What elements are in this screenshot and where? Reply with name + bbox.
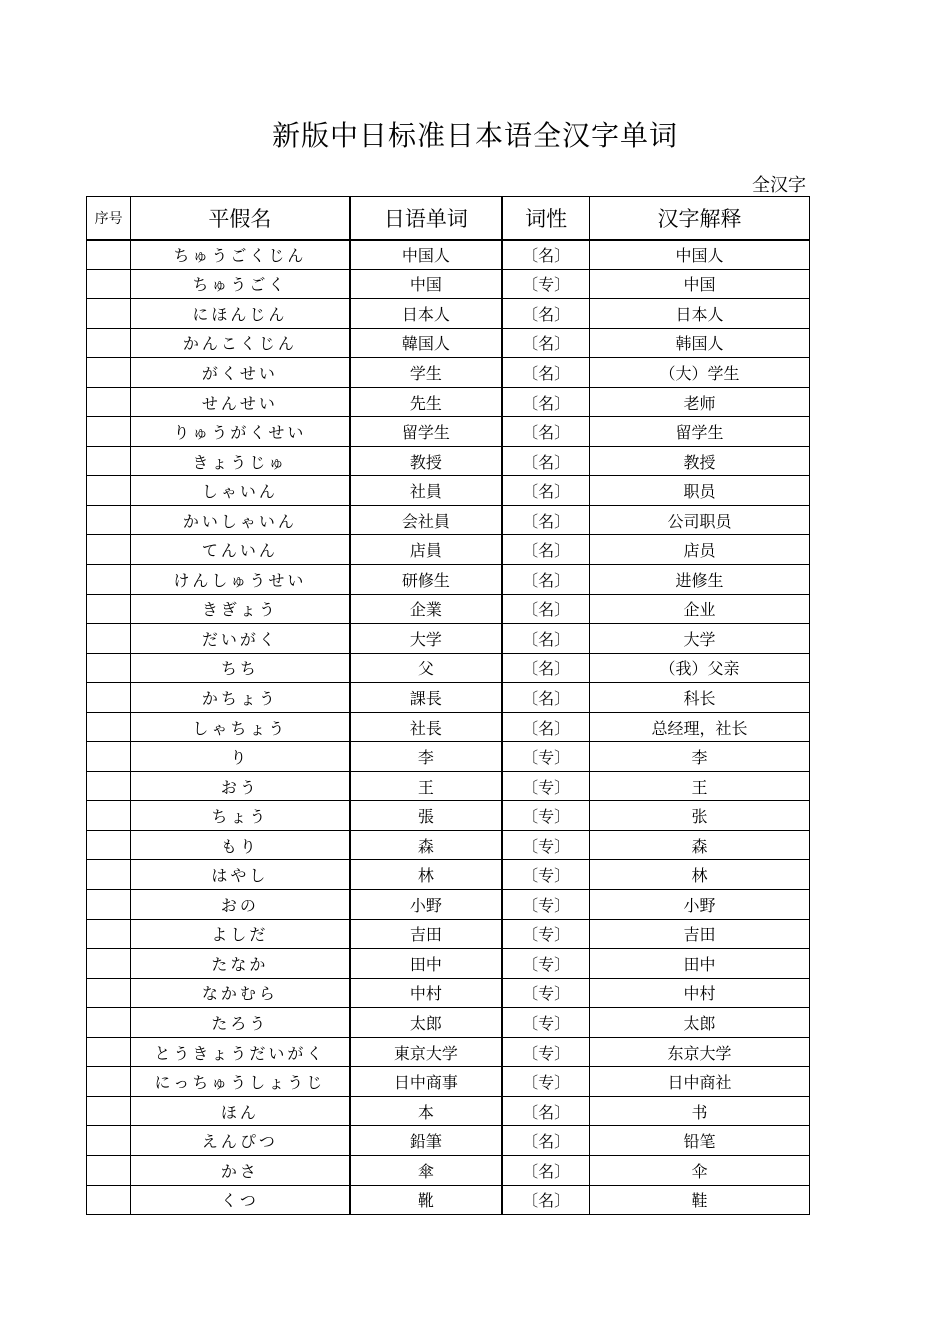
cell-word: 鉛筆 xyxy=(350,1126,503,1156)
cell-kana: くつ xyxy=(131,1185,350,1215)
cell-kana: きょうじゅ xyxy=(131,446,350,476)
cell-chinese: 小野 xyxy=(590,890,810,920)
cell-seq xyxy=(87,830,131,860)
cell-word: 太郎 xyxy=(350,1008,503,1038)
cell-pos: 〔名〕 xyxy=(502,358,589,388)
cell-kana: ちょう xyxy=(131,801,350,831)
cell-seq xyxy=(87,476,131,506)
cell-word: 企業 xyxy=(350,594,503,624)
cell-seq xyxy=(87,1067,131,1097)
cell-seq xyxy=(87,1037,131,1067)
table-row xyxy=(87,240,810,270)
cell-pos: 〔名〕 xyxy=(502,624,589,654)
cell-seq xyxy=(87,1155,131,1185)
table-row xyxy=(87,890,810,920)
cell-pos: 〔专〕 xyxy=(502,919,589,949)
cell-kana: りゅうがくせい xyxy=(131,417,350,447)
cell-word: 張 xyxy=(350,801,503,831)
cell-pos: 〔名〕 xyxy=(502,565,589,595)
table-row xyxy=(87,742,810,772)
cell-kana: かちょう xyxy=(131,683,350,713)
vocabulary-table-body xyxy=(87,240,810,1215)
cell-chinese: 吉田 xyxy=(590,919,810,949)
cell-kana: きぎょう xyxy=(131,594,350,624)
cell-seq xyxy=(87,328,131,358)
cell-word: 課長 xyxy=(350,683,503,713)
cell-kana: たなか xyxy=(131,949,350,979)
cell-word: 日中商事 xyxy=(350,1067,503,1097)
cell-word: 会社員 xyxy=(350,505,503,535)
table-row xyxy=(87,1185,810,1215)
cell-word: 靴 xyxy=(350,1185,503,1215)
cell-seq xyxy=(87,653,131,683)
cell-word: 田中 xyxy=(350,949,503,979)
cell-kana: えんぴつ xyxy=(131,1126,350,1156)
cell-pos: 〔名〕 xyxy=(502,712,589,742)
cell-kana: にほんじん xyxy=(131,299,350,329)
cell-seq xyxy=(87,387,131,417)
header-kana: 平假名 xyxy=(131,197,350,240)
page-title: 新版中日标准日本语全汉字单词 xyxy=(271,119,678,152)
table-row xyxy=(87,978,810,1008)
cell-word: 東京大学 xyxy=(350,1037,503,1067)
cell-kana: がくせい xyxy=(131,358,350,388)
cell-kana: なかむら xyxy=(131,978,350,1008)
cell-kana: はやし xyxy=(131,860,350,890)
table-row xyxy=(87,624,810,654)
cell-kana: ちゅうごくじん xyxy=(131,240,350,270)
table-row xyxy=(87,535,810,565)
cell-pos: 〔名〕 xyxy=(502,328,589,358)
cell-chinese: 大学 xyxy=(590,624,810,654)
cell-word: 中国 xyxy=(350,269,503,299)
cell-seq xyxy=(87,919,131,949)
table-row xyxy=(87,712,810,742)
cell-pos: 〔专〕 xyxy=(502,269,589,299)
cell-chinese: 中村 xyxy=(590,978,810,1008)
cell-chinese: 王 xyxy=(590,771,810,801)
cell-kana: おの xyxy=(131,890,350,920)
cell-pos: 〔名〕 xyxy=(502,476,589,506)
cell-chinese: 张 xyxy=(590,801,810,831)
table-header-row xyxy=(87,197,810,240)
cell-seq xyxy=(87,890,131,920)
table-row xyxy=(87,949,810,979)
cell-chinese: 进修生 xyxy=(590,565,810,595)
cell-pos: 〔名〕 xyxy=(502,505,589,535)
cell-pos: 〔专〕 xyxy=(502,1067,589,1097)
cell-kana: おう xyxy=(131,771,350,801)
table-row xyxy=(87,1126,810,1156)
cell-chinese: 中国人 xyxy=(590,240,810,270)
cell-pos: 〔名〕 xyxy=(502,594,589,624)
cell-word: 先生 xyxy=(350,387,503,417)
cell-word: 店員 xyxy=(350,535,503,565)
cell-chinese: 东京大学 xyxy=(590,1037,810,1067)
header-pos: 词性 xyxy=(502,197,589,240)
cell-pos: 〔专〕 xyxy=(502,890,589,920)
cell-seq xyxy=(87,446,131,476)
cell-word: 吉田 xyxy=(350,919,503,949)
cell-kana: しゃちょう xyxy=(131,712,350,742)
table-row xyxy=(87,860,810,890)
cell-kana: り xyxy=(131,742,350,772)
table-row xyxy=(87,1096,810,1126)
cell-chinese: 田中 xyxy=(590,949,810,979)
cell-chinese: 教授 xyxy=(590,446,810,476)
cell-word: 韓国人 xyxy=(350,328,503,358)
cell-kana: だいがく xyxy=(131,624,350,654)
cell-word: 研修生 xyxy=(350,565,503,595)
cell-pos: 〔名〕 xyxy=(502,1185,589,1215)
cell-seq xyxy=(87,505,131,535)
cell-kana: ほん xyxy=(131,1096,350,1126)
cell-pos: 〔名〕 xyxy=(502,446,589,476)
table-row xyxy=(87,565,810,595)
cell-pos: 〔名〕 xyxy=(502,1096,589,1126)
cell-word: 本 xyxy=(350,1096,503,1126)
cell-pos: 〔专〕 xyxy=(502,1008,589,1038)
cell-seq xyxy=(87,860,131,890)
cell-word: 留学生 xyxy=(350,417,503,447)
cell-kana: もり xyxy=(131,830,350,860)
cell-word: 中国人 xyxy=(350,240,503,270)
cell-word: 傘 xyxy=(350,1155,503,1185)
header-seq: 序号 xyxy=(87,197,131,240)
cell-kana: たろう xyxy=(131,1008,350,1038)
cell-chinese: 铅笔 xyxy=(590,1126,810,1156)
cell-chinese: 日中商社 xyxy=(590,1067,810,1097)
cell-pos: 〔专〕 xyxy=(502,830,589,860)
cell-kana: ちゅうごく xyxy=(131,269,350,299)
cell-chinese: 科长 xyxy=(590,683,810,713)
table-row xyxy=(87,328,810,358)
cell-kana: てんいん xyxy=(131,535,350,565)
table-row xyxy=(87,771,810,801)
cell-chinese: 韩国人 xyxy=(590,328,810,358)
cell-seq xyxy=(87,949,131,979)
cell-seq xyxy=(87,683,131,713)
cell-pos: 〔名〕 xyxy=(502,535,589,565)
cell-chinese: 林 xyxy=(590,860,810,890)
cell-word: 王 xyxy=(350,771,503,801)
cell-word: 中村 xyxy=(350,978,503,1008)
cell-kana: かんこくじん xyxy=(131,328,350,358)
table-row xyxy=(87,269,810,299)
cell-seq xyxy=(87,712,131,742)
cell-pos: 〔专〕 xyxy=(502,1037,589,1067)
cell-pos: 〔名〕 xyxy=(502,1155,589,1185)
cell-seq xyxy=(87,594,131,624)
cell-pos: 〔名〕 xyxy=(502,240,589,270)
cell-chinese: 总经理，社长 xyxy=(590,712,810,742)
cell-chinese: 老师 xyxy=(590,387,810,417)
cell-kana: にっちゅうしょうじ xyxy=(131,1067,350,1097)
table-row xyxy=(87,299,810,329)
cell-pos: 〔专〕 xyxy=(502,949,589,979)
table-row xyxy=(87,505,810,535)
cell-chinese: （我）父亲 xyxy=(590,653,810,683)
cell-chinese: 店员 xyxy=(590,535,810,565)
cell-pos: 〔专〕 xyxy=(502,742,589,772)
cell-word: 森 xyxy=(350,830,503,860)
table-row xyxy=(87,387,810,417)
cell-seq xyxy=(87,1096,131,1126)
cell-pos: 〔专〕 xyxy=(502,860,589,890)
table-row xyxy=(87,1067,810,1097)
cell-seq xyxy=(87,1185,131,1215)
header-word: 日语单词 xyxy=(350,197,503,240)
cell-pos: 〔名〕 xyxy=(502,299,589,329)
cell-seq xyxy=(87,240,131,270)
cell-kana: よしだ xyxy=(131,919,350,949)
cell-chinese: 伞 xyxy=(590,1155,810,1185)
cell-chinese: 留学生 xyxy=(590,417,810,447)
cell-chinese: 李 xyxy=(590,742,810,772)
cell-pos: 〔专〕 xyxy=(502,771,589,801)
cell-word: 林 xyxy=(350,860,503,890)
cell-chinese: 书 xyxy=(590,1096,810,1126)
table-row xyxy=(87,1155,810,1185)
table-row xyxy=(87,653,810,683)
cell-word: 大学 xyxy=(350,624,503,654)
cell-pos: 〔名〕 xyxy=(502,417,589,447)
cell-pos: 〔名〕 xyxy=(502,1126,589,1156)
table-row xyxy=(87,1008,810,1038)
cell-chinese: 企业 xyxy=(590,594,810,624)
cell-word: 社長 xyxy=(350,712,503,742)
cell-kana: かさ xyxy=(131,1155,350,1185)
table-row xyxy=(87,446,810,476)
cell-chinese: 森 xyxy=(590,830,810,860)
cell-chinese: 职员 xyxy=(590,476,810,506)
cell-word: 父 xyxy=(350,653,503,683)
cell-kana: かいしゃいん xyxy=(131,505,350,535)
cell-word: 学生 xyxy=(350,358,503,388)
cell-pos: 〔名〕 xyxy=(502,683,589,713)
cell-word: 日本人 xyxy=(350,299,503,329)
page-subtitle: 全汉字 xyxy=(752,175,806,196)
table-row xyxy=(87,1037,810,1067)
table-row xyxy=(87,830,810,860)
cell-pos: 〔专〕 xyxy=(502,978,589,1008)
table-row xyxy=(87,683,810,713)
cell-pos: 〔名〕 xyxy=(502,387,589,417)
cell-pos: 〔名〕 xyxy=(502,653,589,683)
table-row xyxy=(87,594,810,624)
table-row xyxy=(87,358,810,388)
cell-seq xyxy=(87,565,131,595)
cell-pos: 〔专〕 xyxy=(502,801,589,831)
cell-seq xyxy=(87,771,131,801)
cell-seq xyxy=(87,1008,131,1038)
cell-seq xyxy=(87,269,131,299)
cell-word: 李 xyxy=(350,742,503,772)
cell-seq xyxy=(87,742,131,772)
table-row xyxy=(87,476,810,506)
table-row xyxy=(87,801,810,831)
cell-kana: せんせい xyxy=(131,387,350,417)
cell-chinese: 日本人 xyxy=(590,299,810,329)
vocabulary-table xyxy=(86,196,810,1215)
cell-seq xyxy=(87,535,131,565)
table-row xyxy=(87,417,810,447)
cell-seq xyxy=(87,358,131,388)
cell-seq xyxy=(87,624,131,654)
cell-chinese: 太郎 xyxy=(590,1008,810,1038)
cell-word: 小野 xyxy=(350,890,503,920)
cell-seq xyxy=(87,801,131,831)
cell-seq xyxy=(87,978,131,1008)
cell-chinese: 中国 xyxy=(590,269,810,299)
cell-seq xyxy=(87,1126,131,1156)
cell-chinese: （大）学生 xyxy=(590,358,810,388)
cell-kana: しゃいん xyxy=(131,476,350,506)
table-row xyxy=(87,919,810,949)
cell-kana: ちち xyxy=(131,653,350,683)
cell-chinese: 公司职员 xyxy=(590,505,810,535)
cell-chinese: 鞋 xyxy=(590,1185,810,1215)
cell-kana: けんしゅうせい xyxy=(131,565,350,595)
cell-word: 教授 xyxy=(350,446,503,476)
cell-seq xyxy=(87,299,131,329)
header-chinese: 汉字解释 xyxy=(590,197,810,240)
cell-kana: とうきょうだいがく xyxy=(131,1037,350,1067)
cell-word: 社員 xyxy=(350,476,503,506)
cell-seq xyxy=(87,417,131,447)
